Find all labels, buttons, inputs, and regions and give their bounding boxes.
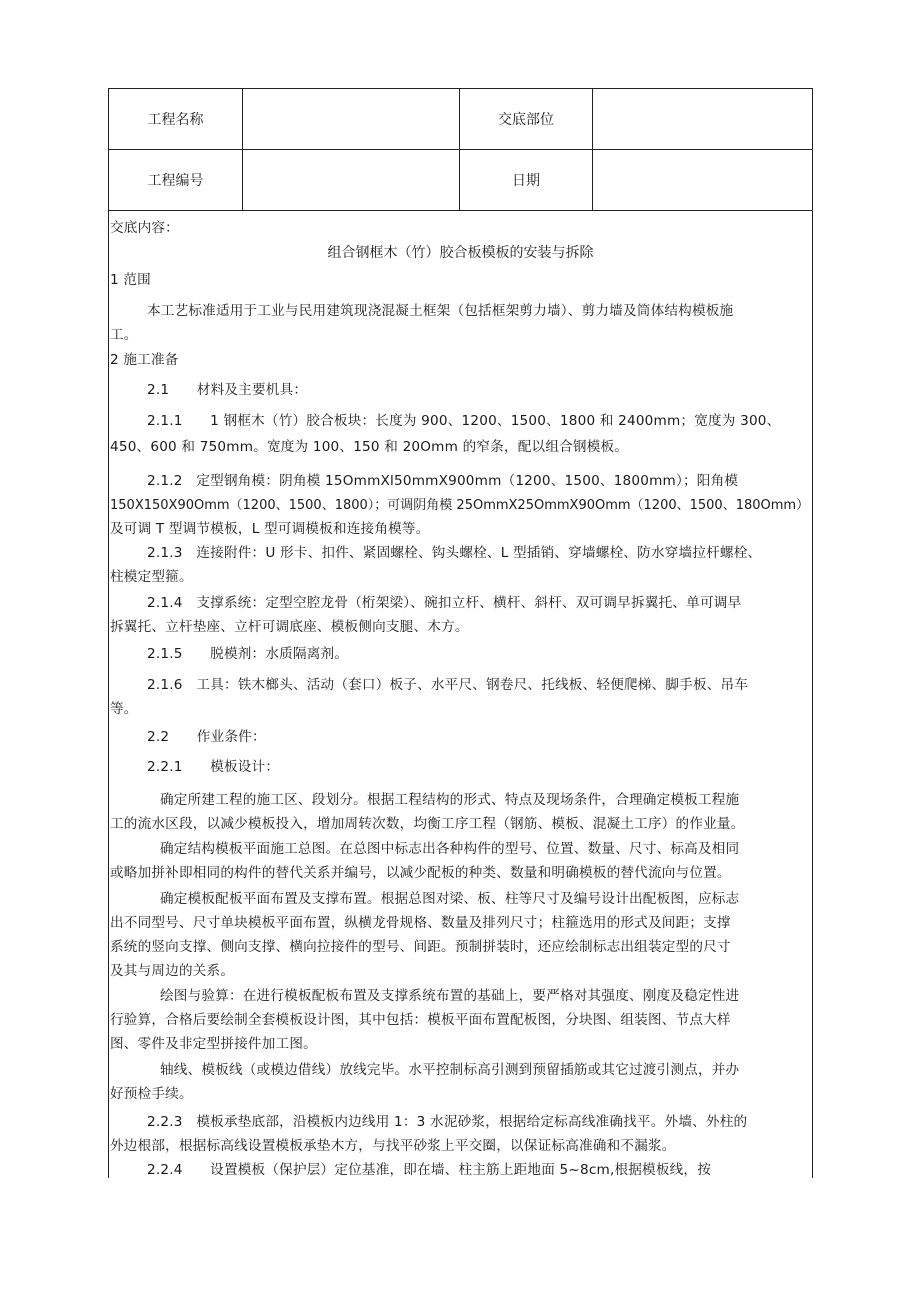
text-line: 2.2.4 设置模板（保护层）定位基准，即在墙、柱主筋上距地面 5~8cm,根据模板线，按	[147, 1162, 712, 1178]
text-line: 图、零件及非定型拼接件加工图。	[110, 1036, 317, 1052]
text-line: 2.1.5 脱模剂：水质隔离剂。	[147, 646, 349, 662]
project-name-field[interactable]	[243, 89, 459, 149]
text-line: 好预检手续。	[110, 1086, 193, 1102]
text-line: 外边根部，根据标高线设置模板承垫木方，与找平砂浆上平交圈，以保证标高准确和不漏浆。	[110, 1138, 676, 1154]
text-line: 系统的竖向支撑、侧向支撑、横向拉接件的型号、间距。预制拼装时，还应绘制标志出组装定型的尺寸	[110, 939, 731, 955]
truncated-line-clip	[109, 1160, 814, 1179]
text-line: 行验算，合格后要绘制全套模板设计图，其中包括：模板平面布置配板图，分块图、组装图、节点大样	[110, 1012, 731, 1028]
text-line: 或略加拼补即相同的构件的替代关系并编号，以减少配板的种类、数量和明确模板的替代流向与位置。	[110, 865, 731, 881]
text-line: 及可调 T 型调节模板，L 型可调模板和连接角模等。	[110, 521, 430, 537]
text-line: 2.1 材料及主要机具：	[147, 382, 308, 398]
text-line: 轴线、模板线（或模边借线）放线完毕。水平控制标高引测到预留插筋或其它过渡引测点，并办	[160, 1062, 740, 1078]
text-line: 及其与周边的关系。	[110, 963, 235, 979]
handover-part-label: 交底部位	[498, 112, 554, 128]
text-line: 柱模定型箍。	[110, 569, 193, 585]
handover-part-field[interactable]	[593, 89, 812, 149]
text-line: 2.1.1 1 钢框木（竹）胶合板块：长度为 900、1200、1500、1800 和 2400mm；宽度为 300、	[147, 413, 781, 429]
text-line: 出不同型号、尺寸单块模板平面布置，纵横龙骨规格、数量及排列尺寸；柱箍选用的形式及间距；支撑	[110, 915, 731, 931]
text-line: 确定结构模板平面施工总图。在总图中标志出各种构件的型号、位置、数量、尺寸、标高及相同	[160, 841, 740, 857]
text-line: 确定所建工程的施工区、段划分。根据工程结构的形式、特点及现场条件，合理确定模板工程施	[160, 792, 740, 808]
header-row-1	[109, 89, 812, 150]
document-title: 组合钢框木（竹）胶合板模板的安装与拆除	[327, 245, 594, 261]
content-intro: 交底内容：	[110, 220, 179, 236]
section-heading: 1 范围	[110, 272, 151, 288]
section-heading: 2 施工准备	[110, 352, 179, 368]
text-line: 2.1.3 连接附件：U 形卡、扣件、紧固螺栓、钩头螺栓、L 型插销、穿墙螺栓、防水穿墙拉杆螺栓、	[147, 545, 762, 561]
text-line: 2.1.4 支撑系统：定型空腔龙骨（桁架梁）、碗扣立杆、横杆、斜杆、双可调早拆翼托、单可调早	[147, 595, 742, 611]
text-line: 2.2.1 模板设计：	[147, 759, 280, 775]
date-label: 日期	[512, 173, 540, 189]
text-line: 工。	[110, 327, 138, 343]
project-name-label: 工程名称	[147, 112, 204, 128]
header-row-2	[109, 150, 812, 211]
text-line: 确定模板配板平面布置及支撑布置。根据总图对梁、板、柱等尺寸及编号设计出配板图，应标志	[160, 891, 740, 907]
text-line: 2.1.2 定型钢角模：阴角模 15OmmXl50mmX900mm（1200、1500、1800mm）；阳角模	[147, 473, 739, 489]
text-line: 450、600 和 750mm。宽度为 100、150 和 20Omm 的窄条，配以组合钢模板。	[110, 439, 629, 455]
project-no-label: 工程编号	[147, 173, 204, 189]
text-line: 2.1.6 工具：铁木榔头、活动（套口）板子、水平尺、钢卷尺、托线板、轻便爬梯、脚手板、吊车	[147, 677, 749, 693]
handover-form	[108, 88, 813, 1178]
text-line: 150X150X90Omm（1200、1500、1800）；可调阴角模 25OmmX25OmmX90Omm（1200、1500、180Omm）	[110, 498, 810, 513]
text-line: 绘图与验算：在进行模板配板布置及支撑系统布置的基础上，要严格对其强度、刚度及稳定性进	[160, 988, 740, 1004]
text-line: 工的流水区段，以减少模板投入，增加周转次数，均衡工序工程（钢筋、模板、混凝土工序）的作业量。	[110, 816, 745, 832]
text-line: 拆翼托、立杆垫座、立杆可调底座、模板侧向支腿、木方。	[110, 619, 469, 635]
project-no-field[interactable]	[243, 150, 459, 210]
text-line: 本工艺标准适用于工业与民用建筑现浇混凝土框架（包括框架剪力墙）、剪力墙及筒体结构模板施	[147, 303, 734, 319]
text-line: 2.2 作业条件：	[147, 729, 266, 745]
text-line: 等。	[110, 701, 138, 717]
date-field[interactable]	[593, 150, 812, 210]
text-line: 2.2.3 模板承垫底部，沿模板内边线用 1：3 水泥砂浆，根据给定标高线准确找平。外墙、外柱的	[147, 1114, 748, 1130]
